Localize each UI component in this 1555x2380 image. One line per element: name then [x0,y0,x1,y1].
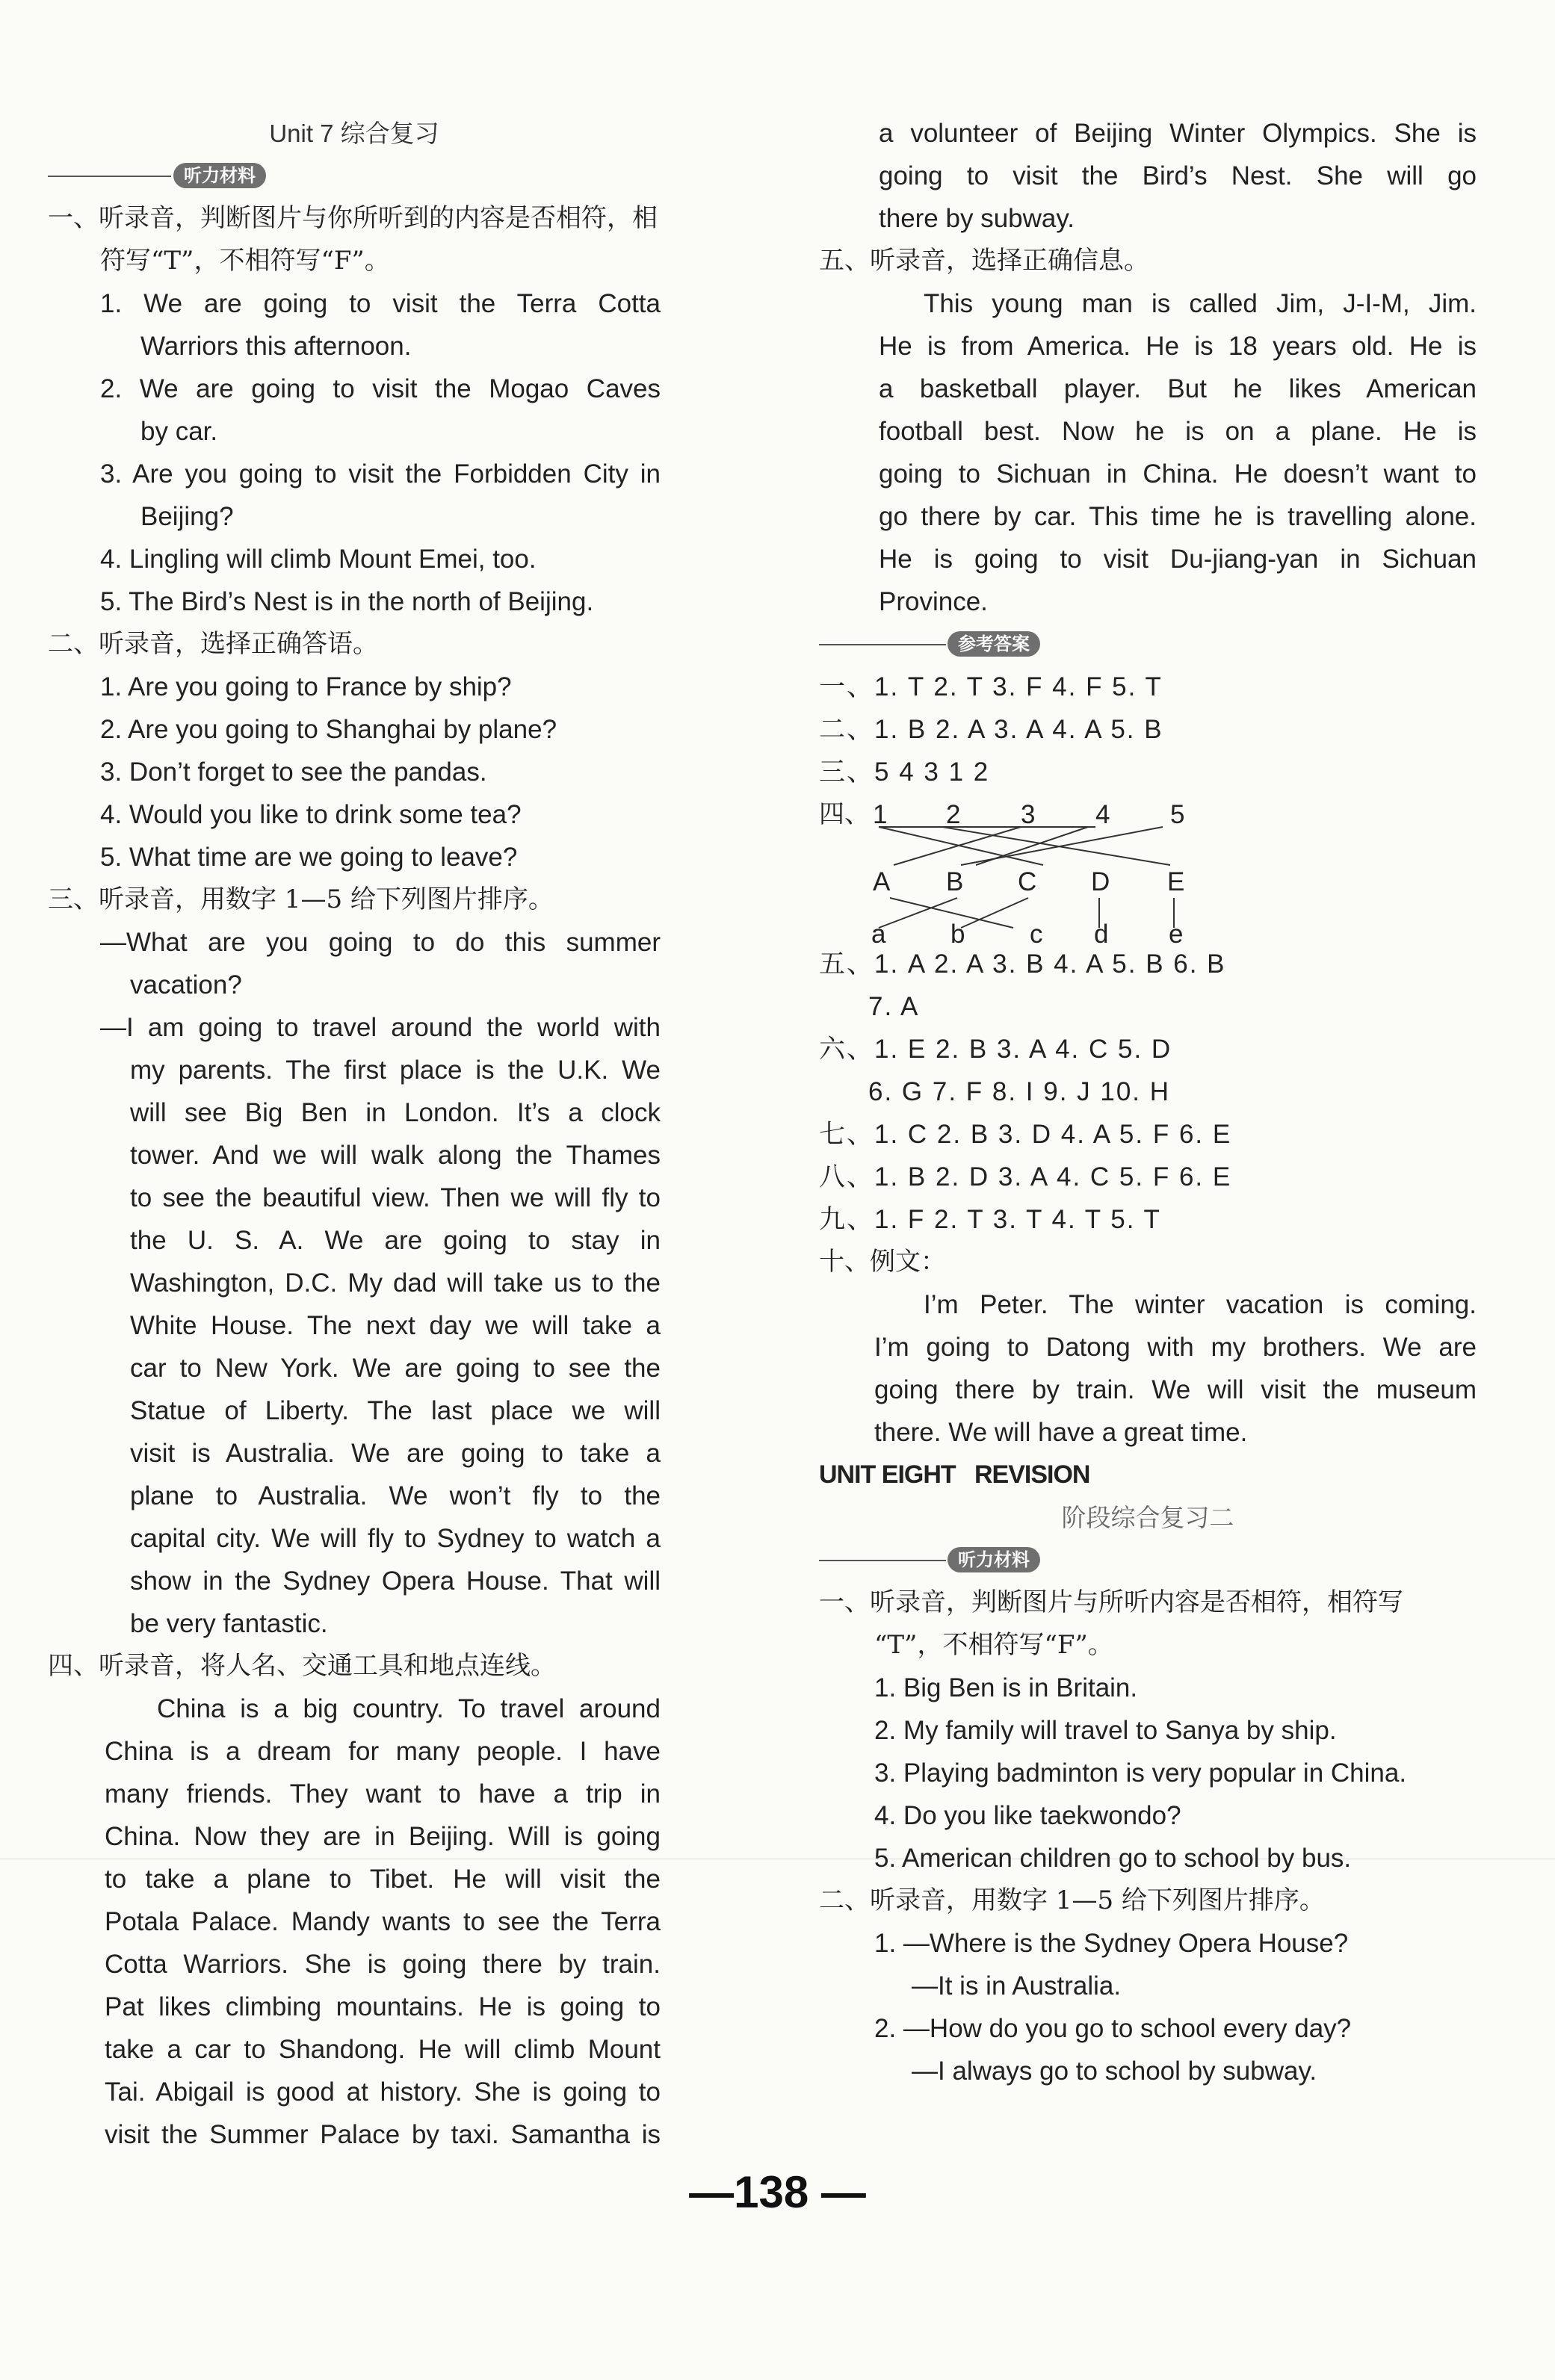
answer-line: 7. A [868,992,920,1021]
list-item: 1. We are going to visit the Terra Cotta [100,289,661,318]
dialogue-line: —What are you going to do this summer [100,928,661,957]
match-mid-label: D [1091,867,1110,896]
dialogue-line: 1. —Where is the Sydney Opera House? [874,1929,1349,1958]
passage-line: a basketball player. But he likes American [879,374,1477,403]
answers-badge-bar [819,623,1477,666]
passage-line: I’m Peter. The winter vacation is coming. [924,1290,1477,1319]
passage-line: football best. Now he is on a plane. He is [879,417,1477,446]
answer-line: 六、1. E 2. B 3. A 4. C 5. D [819,1035,1172,1064]
list-item: 4. Lingling will climb Mount Emei, too. [100,545,537,574]
answer-line: 二、1. B 2. A 3. A 4. A 5. B [819,715,1163,744]
match-bot-label: a [871,920,886,949]
dialogue-line: 2. —How do you go to school every day? [874,2014,1352,2043]
dialogue-line: visit is Australia. We are going to take a [130,1439,661,1468]
answer-line: 一、1. T 2. T 3. F 4. F 5. T [819,672,1163,701]
page-number: —138 — [689,2167,866,2217]
passage-line: Province. [879,587,988,616]
passage-line: to take a plane to Tibet. He will visit the [105,1865,661,1894]
answer-line: 八、1. B 2. D 3. A 4. C 5. F 6. E [819,1162,1232,1191]
list-item: 4. Do you like taekwondo? [874,1801,1181,1830]
list-item: Warriors this afternoon. [140,332,412,361]
answer-line: 五、1. A 2. A 3. B 4. A 5. B 6. B [819,949,1226,979]
section-3-header: 三、听录音，用数字 1—5 给下列图片排序。 [48,884,554,914]
passage-line: China is a dream for many people. I have [105,1737,661,1766]
answer-line: 6. G 7. F 8. I 9. J 10. H [868,1077,1171,1106]
matching-label: 四、 [819,799,870,829]
list-item: Beijing? [140,502,234,531]
section-4-header: 四、听录音，将人名、交通工具和地点连线。 [48,1651,556,1681]
dialogue-line: tower. And we will walk along the Thames [130,1141,661,1170]
list-item: 2. Are you going to Shanghai by plane? [100,715,557,744]
match-mid-label: A [873,867,891,896]
match-top-label: 2 [946,800,961,829]
dialogue-line: will see Big Ben in London. It’s a clock [130,1098,661,1127]
section-1-header: 一、听录音，判断图片与你所听到的内容是否相符，相 [48,203,658,233]
passage-line: I’m going to Datong with my brothers. We are [874,1333,1477,1362]
match-bot-label: e [1169,920,1184,949]
list-item: 1. Are you going to France by ship? [100,672,512,701]
listening-badge: 听力材料 [947,1547,1040,1572]
passage-line: there by subway. [879,204,1075,233]
unit8-subtitle: 阶段综合复习二 [1061,1503,1234,1532]
dialogue-line: be very fantastic. [130,1609,328,1638]
listening-badge: 听力材料 [173,163,266,188]
passage-line: visit the Summer Palace by taxi. Samantha is [105,2120,661,2149]
match-top-label: 1 [873,800,888,829]
listening-badge-bar-2 [819,1539,1477,1581]
answer-line: 七、1. C 2. B 3. D 4. A 5. F 6. E [819,1120,1232,1149]
list-item: 5. The Bird’s Nest is in the north of Beijing. [100,587,594,616]
passage-line: go there by car. This time he is travelling alone. [879,502,1477,531]
dialogue-line: —I always go to school by subway. [912,2057,1317,2086]
passage-line: going to Sichuan in China. He doesn’t want to [879,459,1477,489]
list-item: 4. Would you like to drink some tea? [100,800,522,829]
answer-line: 九、1. F 2. T 3. T 4. T 5. T [819,1205,1161,1234]
answers-badge: 参考答案 [947,631,1040,657]
passage-line: China. Now they are in Beijing. Will is going [105,1822,661,1851]
dialogue-line: —It is in Australia. [912,1971,1122,2001]
dialogue-line: —I am going to travel around the world with [100,1013,661,1042]
dialogue-line: Washington, D.C. My dad will take us to the [130,1268,661,1298]
list-item: 3. Playing badminton is very popular in China. [874,1758,1407,1788]
section-2-header: 二、听录音，选择正确答语。 [48,629,378,659]
list-item: 5. American children go to school by bus. [874,1844,1352,1873]
passage-line: China is a big country. To travel around [157,1694,661,1723]
list-item: by car. [140,417,218,446]
match-top-label: 5 [1170,800,1185,829]
dialogue-line: my parents. The first place is the U.K. We [130,1056,661,1085]
match-bot-label: d [1094,920,1109,949]
match-top-label: 3 [1021,800,1036,829]
dialogue-line: the U. S. A. We are going to stay in [130,1226,661,1255]
passage-line: going there by train. We will visit the museum [874,1375,1477,1404]
unit-title: Unit 7 综合复习 [269,120,439,147]
passage-line: Tai. Abigail is good at history. She is going to [105,2077,661,2107]
badge-rule [819,644,946,645]
answer-line: 三、5 4 3 1 2 [819,757,990,787]
u8-section-2-header: 二、听录音，用数字 1—5 给下列图片排序。 [819,1885,1325,1915]
section-1-header: 符写“T”，不相符写“F”。 [100,246,390,276]
dialogue-line: plane to Australia. We won’t fly to the [130,1481,661,1510]
u8-section-1-header: “T”，不相符写“F”。 [874,1630,1113,1660]
match-mid-label: E [1167,867,1185,896]
passage-line: take a car to Shandong. He will climb Mount [105,2035,661,2064]
passage-line: a volunteer of Beijing Winter Olympics. She is [879,119,1477,148]
unit8-title: UNIT EIGHT REVISION [819,1460,1090,1489]
passage-line: Pat likes climbing mountains. He is going to [105,1992,661,2021]
passage-line: This young man is called Jim, J-I-M, Jim. [924,289,1477,318]
dialogue-line: to see the beautiful view. Then we will fly to [130,1183,661,1212]
match-bot-label: b [950,920,965,949]
listening-badge-bar [48,155,661,197]
list-item: 3. Don’t forget to see the pandas. [100,757,487,787]
match-top-label: 4 [1095,800,1110,829]
passage-line: Potala Palace. Mandy wants to see the Terra [105,1907,661,1936]
dialogue-line: Statue of Liberty. The last place we will [130,1396,661,1425]
list-item: 2. We are going to visit the Mogao Caves [100,374,661,403]
dialogue-line: vacation? [130,970,242,1000]
list-item: 3. Are you going to visit the Forbidden City in [100,459,661,489]
list-item: 2. My family will travel to Sanya by ship. [874,1716,1337,1745]
passage-line: He is going to visit Du-jiang-yan in Sichuan [879,545,1477,574]
passage-line: Cotta Warriors. She is going there by train. [105,1950,661,1979]
passage-line: He is from America. He is 18 years old. He is [879,332,1477,361]
match-mid-label: C [1018,867,1037,896]
section-10-header: 十、例文： [819,1247,946,1277]
dialogue-line: White House. The next day we will take a [130,1311,661,1340]
passage-line: many friends. They want to have a trip in [105,1779,661,1809]
badge-rule [48,176,171,177]
section-5-header: 五、听录音，选择正确信息。 [819,246,1149,276]
u8-section-1-header: 一、听录音，判断图片与所听内容是否相符，相符写 [819,1587,1403,1617]
left-column [48,112,661,2156]
passage-line: there. We will have a great time. [874,1418,1248,1447]
matching-answer-diagram [819,793,1477,949]
match-mid-label: B [946,867,964,896]
dialogue-line: show in the Sydney Opera House. That will [130,1566,661,1596]
passage-line: going to visit the Bird’s Nest. She will go [879,161,1477,190]
connector-line [879,827,1043,865]
list-item: 5. What time are we going to leave? [100,843,518,872]
badge-rule [819,1560,946,1561]
dialogue-line: capital city. We will fly to Sydney to watch a [130,1524,661,1553]
match-bot-label: c [1030,920,1043,949]
list-item: 1. Big Ben is in Britain. [874,1673,1138,1702]
dialogue-line: car to New York. We are going to see the [130,1354,661,1383]
right-column [819,112,1477,2092]
